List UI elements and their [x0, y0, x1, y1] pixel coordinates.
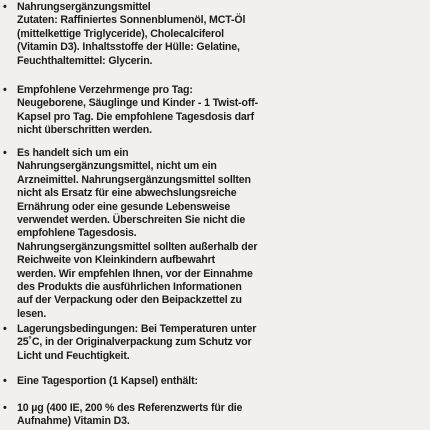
list-item-text: Lagerungsbedingungen: Bei Temperaturen unter 25˚C, in der Originalverpackung zum Schutz vor Licht und Feuchtigkeit. [17, 323, 257, 362]
bullet-icon: • [3, 84, 7, 96]
list-item-ingredients [3, 1, 427, 68]
list-item-content-amount [3, 402, 427, 429]
bullet-icon: • [3, 323, 7, 335]
bullet-icon: • [3, 1, 7, 13]
list-item-text: Empfohlene Verzehrmenge pro Tag: Neugeborene, Säuglinge und Kinder - 1 Twist-off- Kapsel pro Tag. Die empfohlene Tagesdosis darf nicht überschritten werden. [17, 84, 258, 137]
bullet-icon: • [3, 402, 7, 414]
list-item-warnings [3, 147, 427, 321]
list-item-text: 10 µg (400 IE, 200 % des Referenzwerts für die Aufnahme) Vitamin D3. [17, 402, 243, 428]
list-item-text: Eine Tagesportion (1 Kapsel) enthält: [17, 375, 198, 387]
list-item-text: Es handelt sich um ein Nahrungsergänzungsmittel, nicht um ein Arzneimittel. Nahrungsergänzungsmittel sollten nicht als Ersatz für eine abwechslungsreiche Ernährung oder eine gesunde Lebensweise verwendet werden. Überschreiten Sie nicht die empfohlene Tagesdosis. Nahrungsergänzungsmittel sollten außerhalb der Reichweite von Kleinkindern aufbewahrt werden. Wir empfehlen Ihnen, vor der Einnahme des Produkts die ausführlichen Informationen auf der Verpackung oder den Beipackzettel zu lesen. [17, 147, 258, 320]
bullet-icon: • [3, 147, 7, 159]
list-item-recommended-intake [3, 84, 427, 138]
list-item-text: Nahrungsergänzungsmittel Zutaten: Raffiniertes Sonnenblumenöl, MCT-Öl (mittelkettige Triglyceride), Cholecalciferol (Vitamin D3). Inhaltsstoffe der Hülle: Gelatine, Feuchthaltemittel: Glycerin. [17, 1, 246, 67]
bullet-icon: • [3, 375, 7, 387]
list-item-storage [3, 323, 427, 363]
list-item-daily-portion [3, 375, 427, 388]
